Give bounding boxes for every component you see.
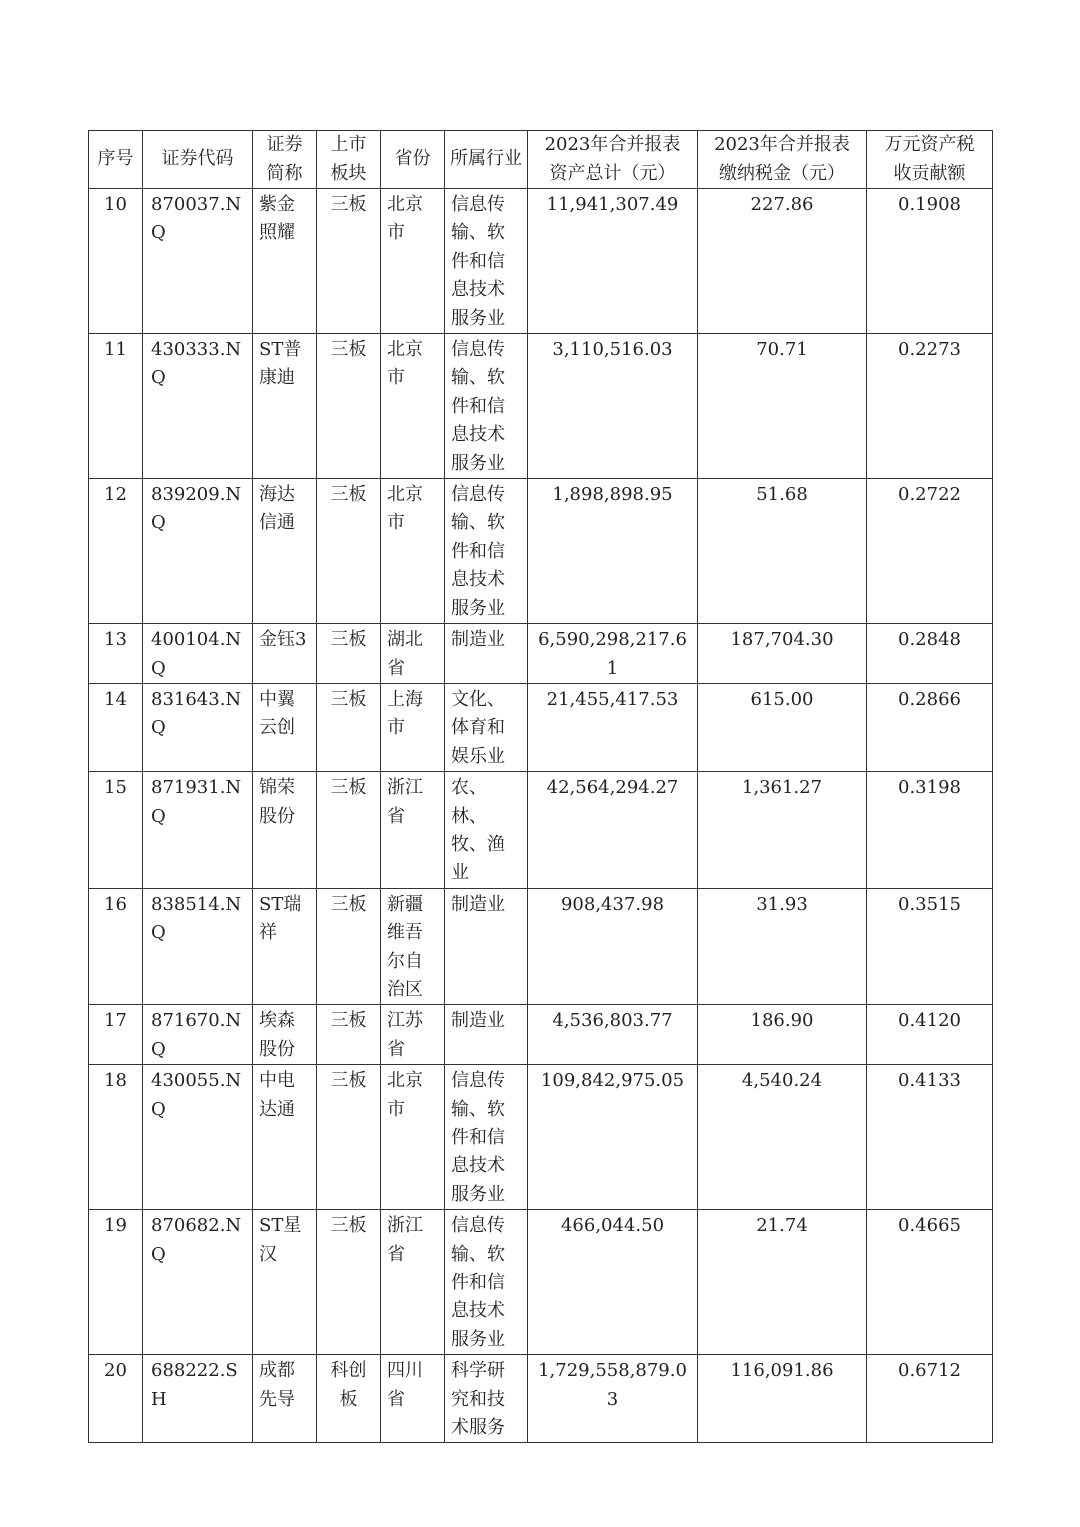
table-row: [89, 1355, 993, 1443]
cell-province: 四川省: [381, 1355, 445, 1443]
column-header-industry: 所属行业: [445, 131, 528, 189]
cell-short-name: 锦荣股份: [253, 772, 317, 889]
cell-tax-per-10k-assets: 0.4665: [867, 1210, 993, 1355]
cell-code: 400104.NQ: [143, 624, 253, 684]
cell-code: 870037.NQ: [143, 189, 253, 334]
cell-province: 北京市: [381, 479, 445, 624]
cell-short-name: 埃森股份: [253, 1005, 317, 1065]
cell-total-assets: 11,941,307.49: [528, 189, 698, 334]
cell-province: 新疆维吾尔自治区: [381, 888, 445, 1005]
cell-short-name: 中电达通: [253, 1065, 317, 1210]
cell-code: 688222.SH: [143, 1355, 253, 1443]
cell-province: 北京市: [381, 189, 445, 334]
cell-tax-per-10k-assets: 0.4133: [867, 1065, 993, 1210]
cell-code: 430055.NQ: [143, 1065, 253, 1210]
cell-board: 三板: [317, 1210, 381, 1355]
cell-short-name: ST瑞祥: [253, 888, 317, 1005]
cell-short-name: ST星汉: [253, 1210, 317, 1355]
cell-total-assets: 1,898,898.95: [528, 479, 698, 624]
cell-board: 三板: [317, 624, 381, 684]
cell-short-name: 紫金照耀: [253, 189, 317, 334]
cell-total-assets: 908,437.98: [528, 888, 698, 1005]
cell-index: 11: [89, 334, 143, 479]
cell-code: 831643.NQ: [143, 683, 253, 771]
column-header-short-name: 证券简称: [253, 131, 317, 189]
cell-total-assets: 4,536,803.77: [528, 1005, 698, 1065]
cell-province: 北京市: [381, 1065, 445, 1210]
cell-province: 江苏省: [381, 1005, 445, 1065]
cell-tax-paid: 187,704.30: [698, 624, 867, 684]
cell-industry: 农、林、牧、渔业: [445, 772, 528, 889]
table-row: [89, 1005, 993, 1065]
cell-total-assets: 6,590,298,217.61: [528, 624, 698, 684]
cell-tax-per-10k-assets: 0.3198: [867, 772, 993, 889]
cell-tax-paid: 21.74: [698, 1210, 867, 1355]
table-row: [89, 334, 993, 479]
table-row: [89, 1210, 993, 1355]
cell-index: 17: [89, 1005, 143, 1065]
cell-province: 浙江省: [381, 1210, 445, 1355]
cell-index: 12: [89, 479, 143, 624]
cell-short-name: 中翼云创: [253, 683, 317, 771]
cell-industry: 制造业: [445, 1005, 528, 1065]
column-header-province: 省份: [381, 131, 445, 189]
cell-index: 18: [89, 1065, 143, 1210]
cell-board: 三板: [317, 479, 381, 624]
cell-province: 上海市: [381, 683, 445, 771]
cell-code: 430333.NQ: [143, 334, 253, 479]
table-header-row: [89, 131, 993, 189]
cell-tax-paid: 4,540.24: [698, 1065, 867, 1210]
cell-industry: 信息传输、软件和信息技术服务业: [445, 189, 528, 334]
cell-total-assets: 3,110,516.03: [528, 334, 698, 479]
cell-board: 三板: [317, 1005, 381, 1065]
cell-tax-paid: 51.68: [698, 479, 867, 624]
cell-tax-per-10k-assets: 0.2848: [867, 624, 993, 684]
table-row: [89, 479, 993, 624]
cell-tax-paid: 1,361.27: [698, 772, 867, 889]
column-header-index: 序号: [89, 131, 143, 189]
cell-industry: 科学研究和技术服务: [445, 1355, 528, 1443]
table-row: [89, 624, 993, 684]
column-header-tax-paid: 2023年合并报表缴纳税金（元）: [698, 131, 867, 189]
cell-index: 19: [89, 1210, 143, 1355]
table-row: [89, 772, 993, 889]
cell-code: 839209.NQ: [143, 479, 253, 624]
cell-code: 838514.NQ: [143, 888, 253, 1005]
cell-short-name: ST普康迪: [253, 334, 317, 479]
table-body: [89, 189, 993, 1443]
cell-index: 10: [89, 189, 143, 334]
cell-board: 三板: [317, 888, 381, 1005]
cell-index: 20: [89, 1355, 143, 1443]
cell-province: 湖北省: [381, 624, 445, 684]
cell-industry: 制造业: [445, 624, 528, 684]
cell-tax-paid: 116,091.86: [698, 1355, 867, 1443]
cell-tax-per-10k-assets: 0.4120: [867, 1005, 993, 1065]
cell-total-assets: 42,564,294.27: [528, 772, 698, 889]
cell-code: 871931.NQ: [143, 772, 253, 889]
column-header-code: 证券代码: [143, 131, 253, 189]
cell-board: 三板: [317, 772, 381, 889]
cell-short-name: 金钰3: [253, 624, 317, 684]
table-row: [89, 683, 993, 771]
column-header-board: 上市板块: [317, 131, 381, 189]
cell-code: 870682.NQ: [143, 1210, 253, 1355]
cell-industry: 信息传输、软件和信息技术服务业: [445, 479, 528, 624]
column-header-tax-per-10k-assets: 万元资产税收贡献额: [867, 131, 993, 189]
data-table: [88, 130, 993, 1443]
cell-board: 三板: [317, 1065, 381, 1210]
cell-province: 浙江省: [381, 772, 445, 889]
cell-industry: 信息传输、软件和信息技术服务业: [445, 1210, 528, 1355]
cell-tax-paid: 31.93: [698, 888, 867, 1005]
cell-industry: 信息传输、软件和信息技术服务业: [445, 1065, 528, 1210]
cell-province: 北京市: [381, 334, 445, 479]
table-row: [89, 1065, 993, 1210]
table-row: [89, 888, 993, 1005]
cell-board: 三板: [317, 683, 381, 771]
cell-total-assets: 21,455,417.53: [528, 683, 698, 771]
cell-total-assets: 109,842,975.05: [528, 1065, 698, 1210]
cell-index: 16: [89, 888, 143, 1005]
cell-tax-paid: 227.86: [698, 189, 867, 334]
cell-short-name: 成都先导: [253, 1355, 317, 1443]
cell-index: 15: [89, 772, 143, 889]
cell-code: 871670.NQ: [143, 1005, 253, 1065]
cell-index: 14: [89, 683, 143, 771]
cell-index: 13: [89, 624, 143, 684]
cell-tax-per-10k-assets: 0.6712: [867, 1355, 993, 1443]
cell-industry: 制造业: [445, 888, 528, 1005]
cell-tax-paid: 70.71: [698, 334, 867, 479]
cell-total-assets: 466,044.50: [528, 1210, 698, 1355]
cell-tax-per-10k-assets: 0.2273: [867, 334, 993, 479]
cell-board: 三板: [317, 334, 381, 479]
cell-tax-paid: 615.00: [698, 683, 867, 771]
cell-tax-per-10k-assets: 0.2866: [867, 683, 993, 771]
cell-industry: 信息传输、软件和信息技术服务业: [445, 334, 528, 479]
table-row: [89, 189, 993, 334]
cell-tax-per-10k-assets: 0.2722: [867, 479, 993, 624]
cell-tax-per-10k-assets: 0.1908: [867, 189, 993, 334]
cell-tax-paid: 186.90: [698, 1005, 867, 1065]
cell-board: 三板: [317, 189, 381, 334]
cell-total-assets: 1,729,558,879.03: [528, 1355, 698, 1443]
cell-tax-per-10k-assets: 0.3515: [867, 888, 993, 1005]
column-header-total-assets: 2023年合并报表资产总计（元）: [528, 131, 698, 189]
cell-board: 科创板: [317, 1355, 381, 1443]
cell-short-name: 海达信通: [253, 479, 317, 624]
cell-industry: 文化、体育和娱乐业: [445, 683, 528, 771]
